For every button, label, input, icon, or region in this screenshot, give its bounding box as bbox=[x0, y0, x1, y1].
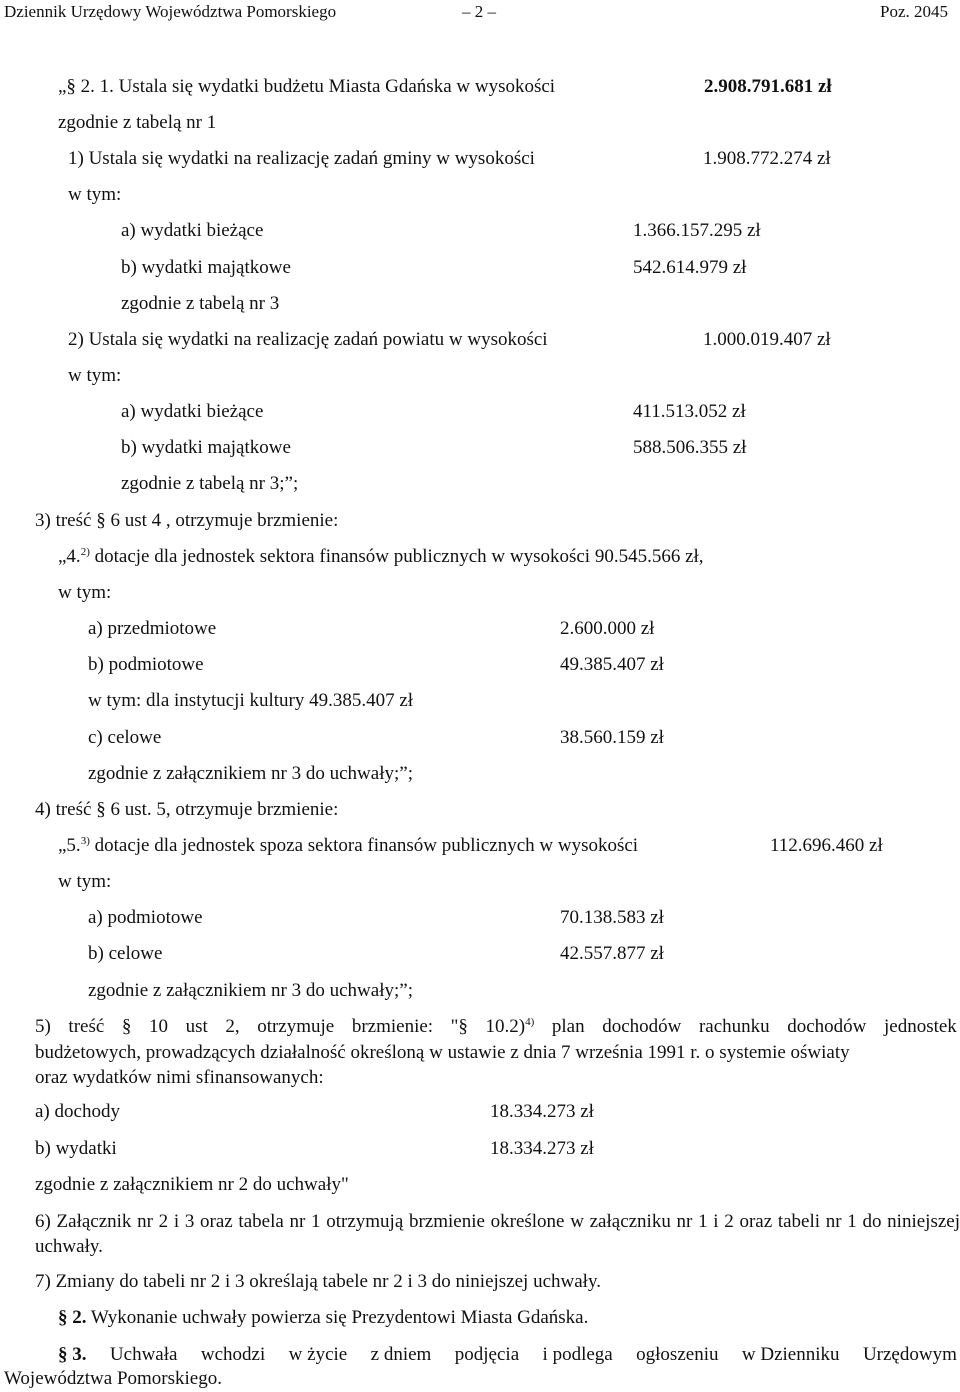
point-3-a-amount: 2.600.000 zł bbox=[560, 618, 655, 639]
point-3-quote-text: dotacje dla jednostek sektora finansów publicznych w wysokości 90.545.566 zł, bbox=[89, 546, 704, 567]
point-5-b-label: b) wydatki bbox=[35, 1138, 117, 1159]
p5-word-with-footnote bbox=[486, 1015, 535, 1039]
s3-word: Uchwała bbox=[109, 1344, 178, 1365]
point-2-wtym: w tym: bbox=[68, 365, 122, 386]
point-5-line-1 bbox=[35, 1015, 957, 1039]
p5-word: "§ bbox=[450, 1016, 468, 1037]
section-2-1-ref: zgodnie z tabelą nr 1 bbox=[58, 112, 217, 133]
point-2-ref: zgodnie z tabelą nr 3;”; bbox=[121, 473, 299, 494]
point-1-amount: 1.908.772.274 zł bbox=[703, 148, 831, 169]
section-2-1-intro: „§ 2. 1. Ustala się wydatki budżetu Miasta Gdańska w wysokości bbox=[58, 76, 556, 97]
point-4-b-amount: 42.557.877 zł bbox=[560, 943, 664, 964]
footnote-2-ref: 2) bbox=[80, 546, 90, 558]
point-3-quote-start: „4. bbox=[58, 546, 81, 567]
p5-word: rachunku bbox=[698, 1016, 770, 1037]
point-3-wtym: w tym: bbox=[58, 582, 112, 603]
point-4-quote-text: dotacje dla jednostek spoza sektora finansów publicznych w wysokości bbox=[89, 835, 639, 856]
point-2-text: 2) Ustala się wydatki na realizację zadań powiatu w wysokości bbox=[68, 329, 548, 350]
section-2-number: § 2. bbox=[58, 1307, 87, 1328]
point-5-a-amount: 18.334.273 zł bbox=[490, 1101, 594, 1122]
point-5-line-2: budżetowych, prowadzących działalność określoną w ustawie z dnia 7 września 1991 r. o systemie oświaty bbox=[35, 1042, 850, 1063]
p5-word: ust bbox=[185, 1016, 208, 1037]
p5-word: 10.2) bbox=[485, 1016, 526, 1037]
point-4-quote-start: „5. bbox=[58, 835, 81, 856]
point-1-b-label: b) wydatki majątkowe bbox=[121, 257, 291, 278]
point-2-b-label: b) wydatki majątkowe bbox=[121, 437, 291, 458]
point-3-c-amount: 38.560.159 zł bbox=[560, 727, 664, 748]
point-1-a-amount: 1.366.157.295 zł bbox=[633, 220, 761, 241]
p5-word: brzmienie: bbox=[351, 1016, 434, 1037]
page-number: – 2 – bbox=[462, 2, 496, 21]
point-2-amount: 1.000.019.407 zł bbox=[703, 329, 831, 350]
point-3-b-sub: w tym: dla instytucji kultury 49.385.407 zł bbox=[88, 690, 414, 711]
point-5-ref: zgodnie z załącznikiem nr 2 do uchwały" bbox=[35, 1174, 349, 1195]
s3-word: wchodzi bbox=[200, 1344, 266, 1365]
point-4-a-label: a) podmiotowe bbox=[88, 907, 203, 928]
point-4-text: 4) treść § 6 ust. 5, otrzymuje brzmienie: bbox=[35, 799, 339, 820]
point-7-text: 7) Zmiany do tabeli nr 2 i 3 określają tabele nr 2 i 3 do niniejszej uchwały. bbox=[35, 1271, 601, 1292]
point-3-text: 3) treść § 6 ust 4 , otrzymuje brzmienie: bbox=[35, 510, 339, 531]
point-1-ref: zgodnie z tabelą nr 3 bbox=[121, 293, 280, 314]
journal-title: Dziennik Urzędowy Województwa Pomorskiego bbox=[4, 2, 337, 21]
section-2-text: Wykonanie uchwały powierza się Prezydentowi Miasta Gdańska. bbox=[86, 1307, 589, 1328]
point-4-ref: zgodnie z załącznikiem nr 3 do uchwały;”; bbox=[88, 980, 413, 1001]
footnote-3-ref: 3) bbox=[80, 835, 90, 847]
point-3-ref: zgodnie z załącznikiem nr 3 do uchwały;”; bbox=[88, 763, 413, 784]
p5-word: 10 bbox=[148, 1016, 168, 1037]
point-2-a-label: a) wydatki bieżące bbox=[121, 401, 264, 422]
point-1-wtym: w tym: bbox=[68, 184, 122, 205]
s3-word: ogłoszeniu bbox=[636, 1344, 719, 1365]
point-6-text: 6) Załącznik nr 2 i 3 oraz tabela nr 1 otrzymują brzmienie określone w załączniku nr 1 i 2 oraz tabeli nr 1 do niniejszej uchwały. bbox=[35, 1211, 960, 1257]
point-5-line-3: oraz wydatków nimi sfinansowanych: bbox=[35, 1067, 324, 1088]
p5-word: jednostek bbox=[883, 1016, 957, 1037]
section-2-1-total: 2.908.791.681 zł bbox=[704, 76, 832, 97]
p5-word: 2, bbox=[225, 1016, 240, 1037]
point-3-b-amount: 49.385.407 zł bbox=[560, 654, 664, 675]
point-4-a-amount: 70.138.583 zł bbox=[560, 907, 664, 928]
p5-word: dochodów bbox=[602, 1016, 682, 1037]
s3-word: podjęcia bbox=[454, 1344, 520, 1365]
position-number: Poz. 2045 bbox=[880, 2, 948, 21]
point-5-a-label: a) dochody bbox=[35, 1101, 120, 1122]
point-4-b-label: b) celowe bbox=[88, 943, 163, 964]
section-3-line-2: Województwa Pomorskiego. bbox=[4, 1368, 222, 1389]
point-3-quote bbox=[58, 545, 704, 569]
point-4-wtym: w tym: bbox=[58, 871, 112, 892]
p5-word: plan bbox=[551, 1016, 585, 1037]
point-1-text: 1) Ustala się wydatki na realizację zadań gminy w wysokości bbox=[68, 148, 535, 169]
footnote-4-ref: 4) bbox=[525, 1016, 535, 1028]
point-3-b-label: b) podmiotowe bbox=[88, 654, 204, 675]
point-3-c-label: c) celowe bbox=[88, 727, 162, 748]
point-3-a-label: a) przedmiotowe bbox=[88, 618, 217, 639]
s3-word: z dniem bbox=[370, 1344, 432, 1365]
point-5-b-amount: 18.334.273 zł bbox=[490, 1138, 594, 1159]
point-2-a-amount: 411.513.052 zł bbox=[633, 401, 746, 422]
point-4-amount: 112.696.460 zł bbox=[770, 835, 883, 856]
section-3-line-1 bbox=[58, 1343, 957, 1367]
p5-word: § bbox=[121, 1016, 132, 1037]
point-4-quote bbox=[58, 834, 638, 858]
section-3-number: § 3. bbox=[58, 1344, 87, 1365]
section-2 bbox=[58, 1306, 588, 1330]
p5-word: otrzymuje bbox=[257, 1016, 335, 1037]
point-1-a-label: a) wydatki bieżące bbox=[121, 220, 264, 241]
s3-word: Urzędowym bbox=[862, 1344, 957, 1365]
p5-word: 5) bbox=[35, 1016, 51, 1037]
s3-word: w Dzienniku bbox=[741, 1344, 840, 1365]
point-1-b-amount: 542.614.979 zł bbox=[633, 257, 747, 278]
s3-word: i podlega bbox=[542, 1344, 613, 1365]
p5-word: dochodów bbox=[787, 1016, 867, 1037]
p5-word: treść bbox=[68, 1016, 105, 1037]
point-2-b-amount: 588.506.355 zł bbox=[633, 437, 747, 458]
s3-word: w życie bbox=[288, 1344, 348, 1365]
